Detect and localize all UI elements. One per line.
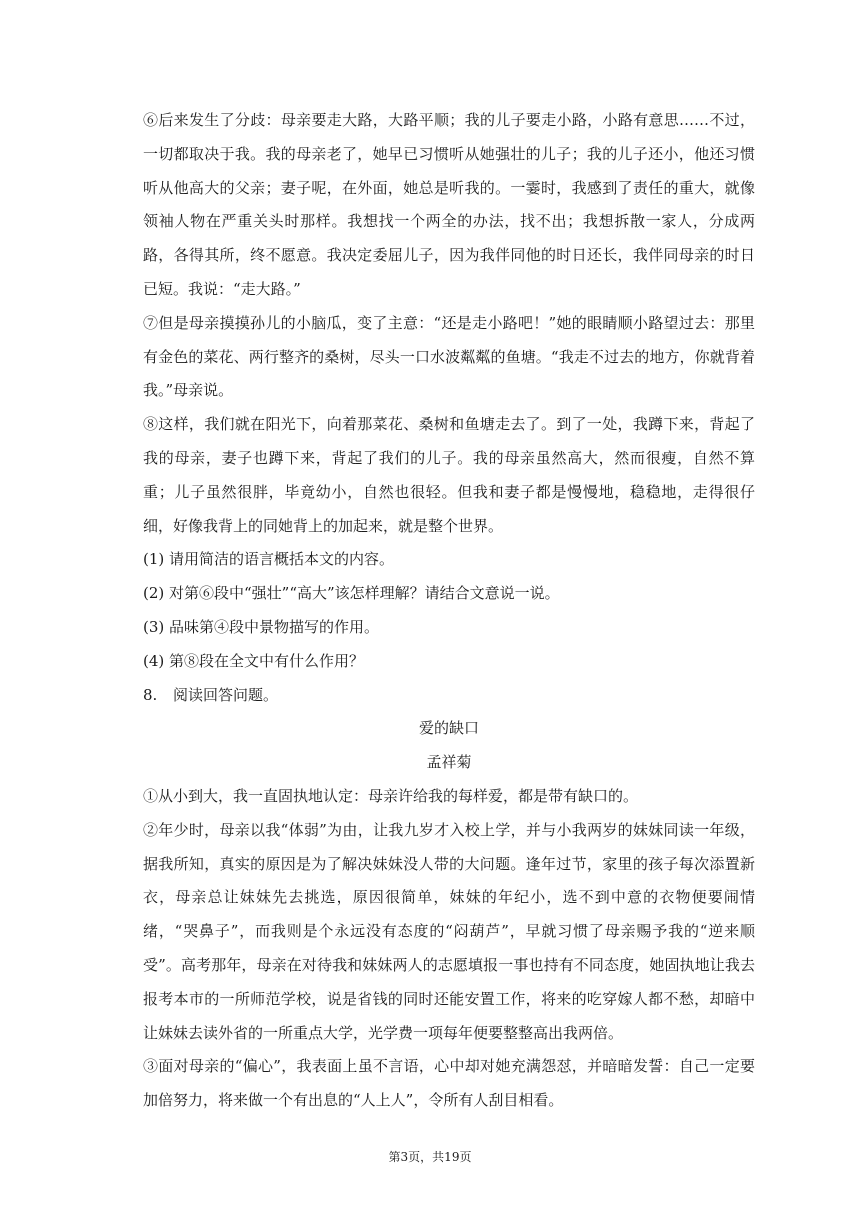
article-title: 爱的缺口	[418, 719, 479, 738]
question-1	[143, 543, 755, 577]
question-8-heading	[143, 679, 755, 713]
question-text: 请用简洁的语言概括本文的内容。	[169, 550, 395, 569]
question-text: 品味第④段中景物描写的作用。	[169, 617, 380, 636]
question-4	[143, 645, 755, 679]
question-number: (2)	[143, 584, 165, 603]
question-3	[143, 611, 755, 645]
question-text: 阅读回答问题。	[173, 685, 279, 704]
document-body	[143, 104, 755, 1118]
question-number: (1)	[143, 550, 165, 569]
page-footer: 第3页，共19页	[388, 1150, 472, 1164]
question-number: (4)	[143, 651, 165, 670]
article-paragraph-2: ②年少时，母亲以我“体弱”为由，让我九岁才入校上学，并与小我两岁的妹妹同读一年级，据我所知，真实的原因是为了解决妹妹没人带的大问题。逢年过节，家里的孩子每次添置新衣，母亲总让妹妹先去挑选，原因很简单，妹妹的年纪小，选不到中意的衣物便要闹情绪，“哭鼻子”，而我则是个永远没有态度的“闷葫芦”，早就习惯了母亲赐予我的“逆来顺受”。高考那年，母亲在对待我和妹妹两人的志愿填报一事也持有不同态度，她固执地让我去报考本市的一所师范学校，说是省钱的同时还能安置工作，将来的吃穿嫁人都不愁，却暗中让妹妹去读外省的一所重点大学，光学费一项每年便要整整高出我两倍。	[143, 820, 755, 1042]
question-text: 对第⑥段中“强壮”“高大”该怎样理解？请结合文意说一说。	[169, 584, 560, 603]
article-paragraph-1: ①从小到大，我一直固执地认定：母亲许给我的每样爱，都是带有缺口的。	[143, 786, 639, 805]
question-2	[143, 577, 755, 611]
article-author: 孟祥菊	[426, 753, 472, 772]
question-number: 8.	[143, 685, 158, 704]
article-paragraph-3: ③面对母亲的“偏心”，我表面上虽不言语，心中却对她充满怨怼，并暗暗发誓：自己一定要加倍努力，将来做一个有出息的“人上人”，令所有人刮目相看。	[143, 1057, 755, 1110]
paragraph-7: ⑦但是母亲摸摸孙儿的小脑瓜，变了主意：“还是走小路吧！”她的眼睛顺小路望过去：那里有金色的菜花、两行整齐的桑树，尽头一口水波粼粼的鱼塘。“我走不过去的地方，你就背着我。”母亲说。	[143, 313, 755, 400]
paragraph-8: ⑧这样，我们就在阳光下，向着那菜花、桑树和鱼塘走去了。到了一处，我蹲下来，背起了我的母亲，妻子也蹲下来，背起了我们的儿子。我的母亲虽然高大，然而很瘦，自然不算重；儿子虽然很胖，毕竟幼小，自然也很轻。但我和妻子都是慢慢地，稳稳地，走得很仔细，好像我背上的同她背上的加起来，就是整个世界。	[143, 415, 755, 535]
question-number: (3)	[143, 617, 165, 636]
paragraph-6: ⑥后来发生了分歧：母亲要走大路，大路平顺；我的儿子要走小路，小路有意思……不过，一切都取决于我。我的母亲老了，她早已习惯听从她强壮的儿子；我的儿子还小，他还习惯听从他高大的父亲；妻子呢，在外面，她总是听我的。一霎时，我感到了责任的重大，就像领袖人物在严重关头时那样。我想找一个两全的办法，找不出；我想拆散一家人，分成两路，各得其所，终不愿意。我决定委屈儿子，因为我伴同他的时日还长，我伴同母亲的时日已短。我说：“走大路。”	[143, 111, 755, 298]
question-text: 第⑧段在全文中有什么作用？	[169, 651, 365, 670]
